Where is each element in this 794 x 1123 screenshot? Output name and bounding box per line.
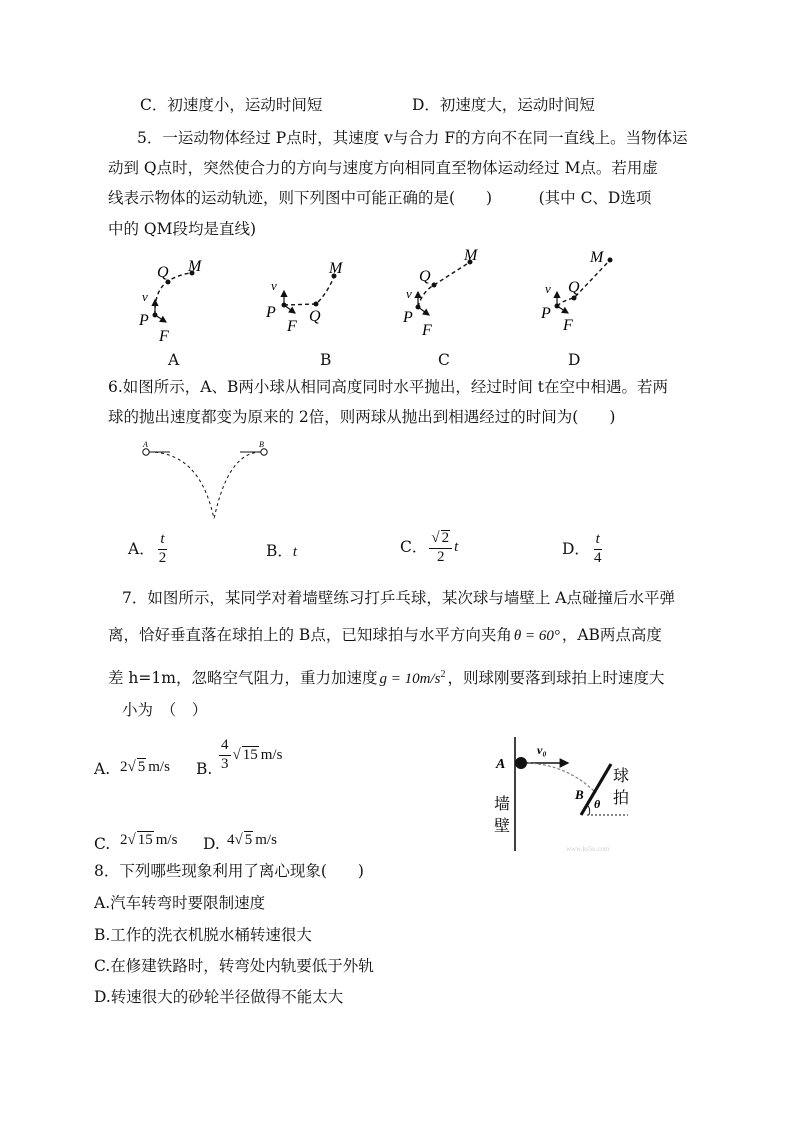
q6-a-label: A． — [128, 539, 155, 558]
q7-fig-wall-2: 壁 — [494, 818, 511, 835]
q5-c-label-f: F — [422, 322, 432, 338]
q7-b-unit: m/s — [260, 747, 283, 764]
q6-c-radicand: 2 — [441, 530, 450, 546]
q7-fig-a: A — [496, 757, 506, 772]
q5-d-label-v: v — [545, 281, 551, 296]
q6-a-num: t — [158, 532, 166, 550]
q6-stem-line-2: 球的抛出速度都变为原来的 2倍，则两球从抛出到相遇经过的时间为( ) — [108, 408, 616, 426]
q5-d-label-q: Q — [568, 279, 580, 296]
q7-c-unit: m/s — [155, 832, 178, 848]
q7-d-coef: 4 — [227, 832, 235, 848]
q7-option-a-label: A. — [94, 760, 111, 778]
q5-c-label-q: Q — [419, 268, 431, 285]
q7-fig-watermark: www.ks5u.com — [566, 845, 610, 853]
q5-b-label-f: F — [287, 318, 297, 335]
q5-b-label-p: P — [266, 304, 276, 321]
q7-stem-line-1: 7．如图所示，某同学对着墙壁练习打乒乓球，某次球与墙壁上 A点碰撞后水平弹 — [122, 589, 675, 607]
q7-option-b: $\frac{4}{3}$ √ 15 m/s — [221, 737, 283, 772]
q7-line3-part-a: 差 h=1m，忽略空气阻力，重力加速度 — [108, 669, 378, 687]
q7-stem-line-4: 小为 （ ） — [122, 701, 208, 719]
q5-a-label-m: M — [188, 258, 202, 275]
q7-option-c: 2√ 15 m/s — [120, 832, 178, 848]
q5-a-label-f: F — [159, 328, 169, 343]
q7-d-radicand: 5 — [244, 832, 253, 848]
q7-g-sup: 2 — [440, 669, 446, 680]
q5-b-label-q: Q — [309, 308, 321, 325]
q6-b-value: t — [292, 544, 298, 560]
q6-c-den: 2 — [436, 548, 445, 565]
q5-d-label-f: F — [563, 317, 573, 334]
q8-option-d: D.转速很大的砂轮半径做得不能太大 — [94, 988, 344, 1006]
q5-d-label-p: P — [541, 305, 551, 322]
q5-a-label-q: Q — [157, 264, 169, 281]
q5-d-label-m: M — [590, 249, 604, 266]
q5-stem-line-3: 线表示物体的运动轨迹，则下列图中可能正确的是( ) (其中 C、D选项 — [108, 189, 652, 207]
q7-c-coef: 2 — [120, 832, 128, 848]
q7-fig-theta: θ — [594, 797, 601, 811]
q7-c-radicand: 15 — [137, 832, 153, 848]
q7-ball — [515, 757, 527, 769]
q7-g-eq: g = 10m/s — [379, 671, 441, 687]
q6-d-num: t — [594, 532, 602, 550]
q5-a-label-v: v — [142, 289, 148, 304]
q7-line2-part-a: 离，恰好垂直落在球拍上的 B点，已知球拍与水平方向夹角 — [108, 626, 512, 644]
q7-option-d-label: D. — [203, 835, 220, 853]
q7-option-b-label: B. — [196, 760, 213, 778]
q7-fig-racket-2: 拍 — [613, 790, 630, 807]
q6-d-den: 4 — [593, 549, 602, 566]
q5-option-c: C — [438, 351, 450, 369]
q7-option-a: 2√ 5 m/s — [120, 759, 170, 775]
q6-c-t: t — [454, 539, 459, 556]
q5-c-label-v: v — [406, 286, 412, 301]
q5-stem-line-2: 动到 Q点时，突然使合力的方向与速度方向相同直至物体运动经过 M点。若用虚 — [108, 159, 658, 177]
q6-fig-label-b: B — [259, 440, 264, 449]
q7-fig-v0: v₀ — [537, 743, 547, 757]
q6-option-b — [266, 544, 297, 560]
q7-stem-line-2 — [108, 628, 662, 644]
q6-option-d — [562, 532, 603, 567]
q6-fig-label-a: A — [143, 440, 148, 449]
q7-a-unit: m/s — [148, 759, 170, 775]
q5-c-label-m: M — [464, 248, 478, 264]
q7-b-radicand: 15 — [242, 747, 258, 764]
q5-option-a: A — [168, 351, 180, 369]
q7-fig-b: B — [575, 787, 584, 802]
q7-fig-wall-1: 墙 — [494, 796, 511, 813]
q6-a-den: 2 — [158, 549, 167, 566]
q5-figure-c — [400, 248, 500, 338]
q7-fig-racket-1: 球 — [613, 768, 630, 785]
q5-stem-line-1: 5．一运动物体经过 P点时，其速度 v与合力 F的方向不在同一直线上。当物体运 — [137, 129, 688, 147]
q6-stem-line-1: 6.如图所示，A、B两小球从相同高度同时水平抛出，经过时间 t在空中相遇。若两 — [108, 378, 669, 396]
q7-a-coef: 2 — [120, 759, 128, 775]
q7-d-unit: m/s — [255, 832, 277, 848]
q7-line3-part-b: ，则球刚要落到球拍上时速度大 — [447, 669, 665, 687]
q5-a-label-p: P — [139, 312, 149, 329]
q8-option-b: B.工作的洗衣机脱水桶转速很大 — [94, 926, 312, 944]
q4-option-c: C．初速度小，运动时间短 — [140, 96, 323, 114]
q7-b-den: 3 — [221, 755, 229, 772]
q5-option-d: D — [568, 351, 581, 369]
q6-b-label: B． — [266, 542, 293, 560]
q5-figure-d — [538, 248, 628, 338]
q5-b-label-v: v — [271, 278, 277, 293]
q7-theta-eq: θ = 60° — [513, 628, 560, 644]
q8-option-c: C.在修建铁路时，转弯处内轨要低于外轨 — [94, 957, 374, 975]
q7-b-num: 4 — [219, 738, 231, 756]
q6-option-c: C． $\frac{√ 2}{2}$ t — [400, 530, 459, 565]
q5-stem-line-4: 中的 QM段均是直线) — [108, 220, 257, 238]
q6-option-a — [128, 532, 168, 567]
q7-line2-part-b: ，AB两点高度 — [561, 626, 662, 644]
q5-figure-a — [138, 255, 218, 343]
q5-option-b: B — [320, 351, 332, 369]
q7-option-c-label: C. — [94, 835, 111, 853]
q5-figure-b — [262, 255, 362, 335]
q8-option-a: A.汽车转弯时要限制速度 — [94, 894, 266, 912]
q5-c-label-p: P — [403, 309, 413, 326]
q7-option-d: 4√ 5 m/s — [227, 832, 277, 848]
q8-stem: 8．下列哪些现象利用了离心现象( ) — [94, 862, 364, 880]
q7-stem-line-3 — [108, 670, 664, 687]
q6-figure — [140, 437, 275, 523]
q4-option-d: D．初速度大，运动时间短 — [412, 96, 595, 114]
q6-c-label: C． — [400, 538, 428, 556]
q6-d-label: D． — [562, 539, 590, 558]
q7-a-radicand: 5 — [137, 759, 146, 775]
q5-b-label-m: M — [329, 260, 343, 277]
q7-figure — [488, 735, 658, 853]
